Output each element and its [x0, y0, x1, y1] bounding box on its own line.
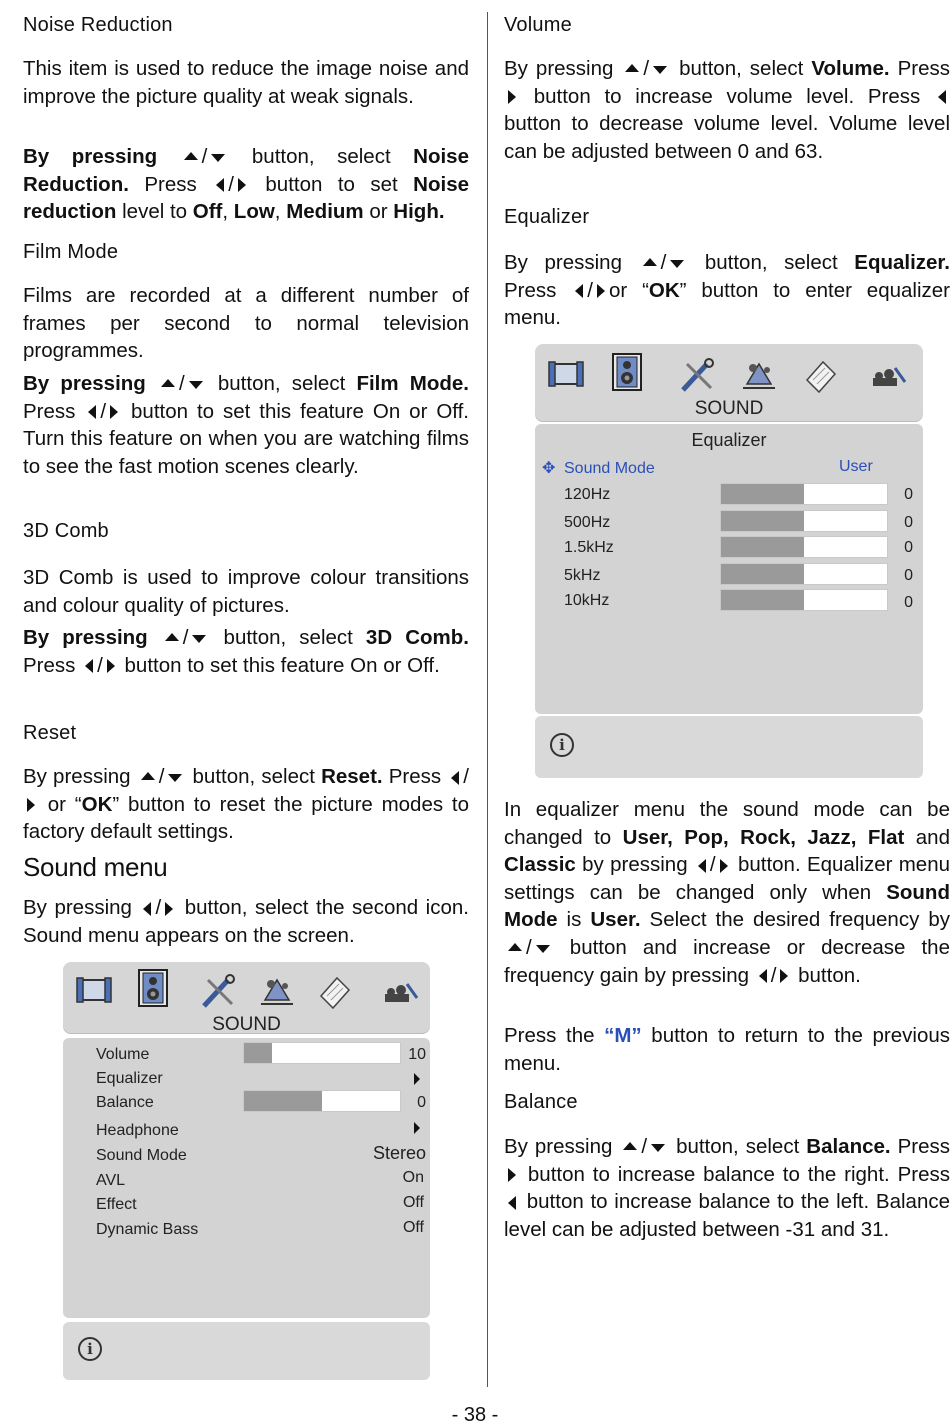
down-arrow-icon [651, 1144, 665, 1152]
source-icon [381, 974, 421, 1014]
eq-items-panel [535, 424, 923, 714]
tools-icon [198, 972, 238, 1012]
picture-icon [75, 970, 115, 1010]
menu-info-panel [63, 1322, 430, 1380]
menu-items-panel [63, 1038, 430, 1318]
picture-icon [547, 354, 587, 394]
eq-band-500hz-bar[interactable] [720, 510, 888, 532]
right-arrow-icon [110, 405, 118, 419]
eq-band-120hz-label[interactable]: 120Hz [564, 486, 611, 503]
headphone-arrow-icon [414, 1122, 420, 1134]
equalizer-menu-screenshot [535, 344, 923, 780]
info-icon [550, 733, 574, 757]
eq-band-1-5khz-label[interactable]: 1.5kHz [564, 539, 614, 556]
down-arrow-icon [653, 66, 667, 74]
left-arrow-icon [451, 771, 459, 785]
effect-value: Off [402, 1194, 424, 1211]
eq-band-10khz-bar[interactable] [720, 589, 888, 611]
menu-item-balance[interactable]: Balance [96, 1094, 154, 1111]
eq-band-5khz-value: 0 [904, 567, 913, 584]
left-arrow-icon [216, 178, 224, 192]
reset-instructions: By pressing / button, select Reset. Press / or “OK” button to reset the picture modes to factory default settings. [23, 765, 469, 844]
right-arrow-icon [107, 659, 115, 673]
left-arrow-icon [143, 902, 151, 916]
volume-heading: Volume [504, 14, 572, 36]
up-arrow-icon [643, 258, 657, 266]
right-arrow-icon [780, 969, 788, 983]
down-arrow-icon [189, 381, 203, 389]
left-arrow-icon [938, 90, 946, 104]
menu-item-headphone[interactable]: Headphone [96, 1122, 179, 1139]
left-arrow-icon [759, 969, 767, 983]
equalizer-heading: Equalizer [504, 206, 590, 228]
right-arrow-icon [508, 1168, 516, 1182]
right-arrow-icon [508, 90, 516, 104]
speaker-icon [133, 968, 173, 1008]
equalizer-instructions: By pressing / button, select Equalizer. Press / or “OK” button to enter equalizer menu. [504, 251, 950, 330]
eq-band-fill [721, 484, 804, 504]
features-icon [257, 970, 297, 1010]
balance-heading: Balance [504, 1091, 578, 1113]
volume-instructions: By pressing / button, select Volume. Press button to increase volume level. Press button to decrease volume level. Volume level can be adjusted between 0 and 63. [504, 57, 950, 163]
menu-title: SOUND [212, 1014, 281, 1035]
noise-reduction-intro: This item is used to reduce the image noise and improve the picture quality at weak signals. [23, 57, 469, 108]
page-number: - 38 - [451, 1404, 499, 1426]
menu-item-sound-mode[interactable]: Sound Mode [96, 1147, 187, 1164]
noise-reduction-heading: Noise Reduction [23, 14, 173, 36]
eq-band-1-5khz-value: 0 [904, 539, 913, 556]
speaker-icon [607, 352, 647, 392]
eq-menu-icon-bar [535, 344, 923, 422]
eq-band-120hz-value: 0 [904, 486, 913, 503]
move-icon: ✥ [542, 460, 556, 477]
eq-band-5khz-bar[interactable] [720, 563, 888, 585]
column-divider [487, 12, 488, 1387]
sound-menu-heading: Sound menu [23, 852, 168, 882]
film-mode-instructions: By pressing / button, select Film Mode. Press / button to set this feature On or Off. Turn this feature on when you are watching films to see the fast motion scenes clearly. [23, 372, 469, 478]
balance-value: 0 [417, 1094, 426, 1111]
right-arrow-icon [165, 902, 173, 916]
install-icon [315, 972, 355, 1012]
3d-comb-heading: 3D Comb [23, 520, 109, 542]
eq-band-5khz-label[interactable]: 5kHz [564, 567, 601, 584]
3d-comb-instructions: By pressing / button, select 3D Comb. Press / button to set this feature On or Off. [23, 626, 469, 677]
reset-heading: Reset [23, 722, 77, 744]
menu-item-avl[interactable]: AVL [96, 1172, 126, 1189]
down-arrow-icon [670, 260, 684, 268]
up-arrow-icon [141, 772, 155, 780]
eq-band-500hz-value: 0 [904, 514, 913, 531]
menu-item-equalizer[interactable]: Equalizer [96, 1070, 163, 1087]
menu-item-dynamic-bass[interactable]: Dynamic Bass [96, 1221, 199, 1238]
menu-icon-bar [63, 962, 430, 1034]
volume-value: 10 [408, 1046, 426, 1063]
3d-comb-intro: 3D Comb is used to improve colour transitions and colour quality of pictures. [23, 566, 469, 617]
eq-band-500hz-label[interactable]: 500Hz [564, 514, 611, 531]
eq-band-fill [721, 537, 804, 557]
left-arrow-icon [575, 284, 583, 298]
volume-bar-fill [244, 1043, 272, 1063]
left-arrow-icon [508, 1196, 516, 1210]
dynamic-bass-value: Off [402, 1219, 424, 1236]
film-mode-intro: Films are recorded at a different number of frames per second to normal television programmes. [23, 284, 469, 363]
eq-band-1-5khz-bar[interactable] [720, 536, 888, 558]
eq-sound-mode-label[interactable]: Sound Mode [564, 460, 655, 477]
left-arrow-icon [698, 859, 706, 873]
menu-item-volume[interactable]: Volume [96, 1046, 150, 1063]
balance-instructions: By pressing / button, select Balance. Press button to increase balance to the right. Press button to increase balance to the left. Balance level can be adjusted between -31 and 31. [504, 1135, 950, 1241]
down-arrow-icon [192, 635, 206, 643]
equalizer-description: In equalizer menu the sound mode can be changed to User, Pop, Rock, Jazz, Flat and Classic by pressing / button. Equalizer menu settings can be changed only when Sound Mode is User. Select the desired frequency by / button and increase or decrease the frequency gain by pressing / button. [504, 798, 950, 987]
eq-menu-title: SOUND [694, 398, 764, 419]
down-arrow-icon [536, 945, 550, 953]
balance-bar[interactable] [243, 1090, 401, 1112]
noise-reduction-instructions: By pressing / button, select Noise Reduction. Press / button to set Noise reduction level to Off, Low, Medium or High. [23, 145, 469, 224]
sound-menu-screenshot [63, 962, 430, 1382]
up-arrow-icon [165, 633, 179, 641]
menu-item-effect[interactable]: Effect [96, 1196, 137, 1213]
up-arrow-icon [508, 943, 522, 951]
features-icon [739, 354, 779, 394]
right-arrow-icon [597, 284, 605, 298]
left-arrow-icon [85, 659, 93, 673]
up-arrow-icon [184, 152, 198, 160]
info-icon [78, 1337, 102, 1361]
eq-band-fill [721, 564, 804, 584]
up-arrow-icon [161, 379, 175, 387]
sound-menu-instructions: By pressing / button, select the second icon. Sound menu appears on the screen. [23, 896, 469, 947]
eq-band-fill [721, 511, 804, 531]
balance-bar-fill [244, 1091, 322, 1111]
install-icon [801, 356, 841, 396]
eq-subtitle: Equalizer [691, 430, 767, 450]
left-arrow-icon [88, 405, 96, 419]
right-arrow-icon [238, 178, 246, 192]
tools-icon [677, 356, 717, 396]
eq-band-120hz-bar[interactable] [720, 483, 888, 505]
m-button-instructions: Press the “M” button to return to the previous menu. [504, 1024, 950, 1075]
down-arrow-icon [168, 774, 182, 782]
up-arrow-icon [625, 64, 639, 72]
eq-band-10khz-value: 0 [904, 594, 913, 611]
film-mode-heading: Film Mode [23, 241, 119, 263]
right-arrow-icon [720, 859, 728, 873]
eq-band-10khz-label[interactable]: 10kHz [564, 592, 610, 609]
avl-value: On [402, 1169, 424, 1186]
source-icon [869, 358, 909, 398]
up-arrow-icon [623, 1142, 637, 1150]
eq-band-fill [721, 590, 804, 610]
sound-mode-value: Stereo [372, 1143, 426, 1163]
down-arrow-icon [211, 154, 225, 162]
volume-bar[interactable] [243, 1042, 401, 1064]
equalizer-arrow-icon [414, 1073, 420, 1085]
eq-sound-mode-value[interactable]: User [839, 458, 873, 475]
eq-info-panel [535, 716, 923, 778]
right-arrow-icon [27, 798, 35, 812]
